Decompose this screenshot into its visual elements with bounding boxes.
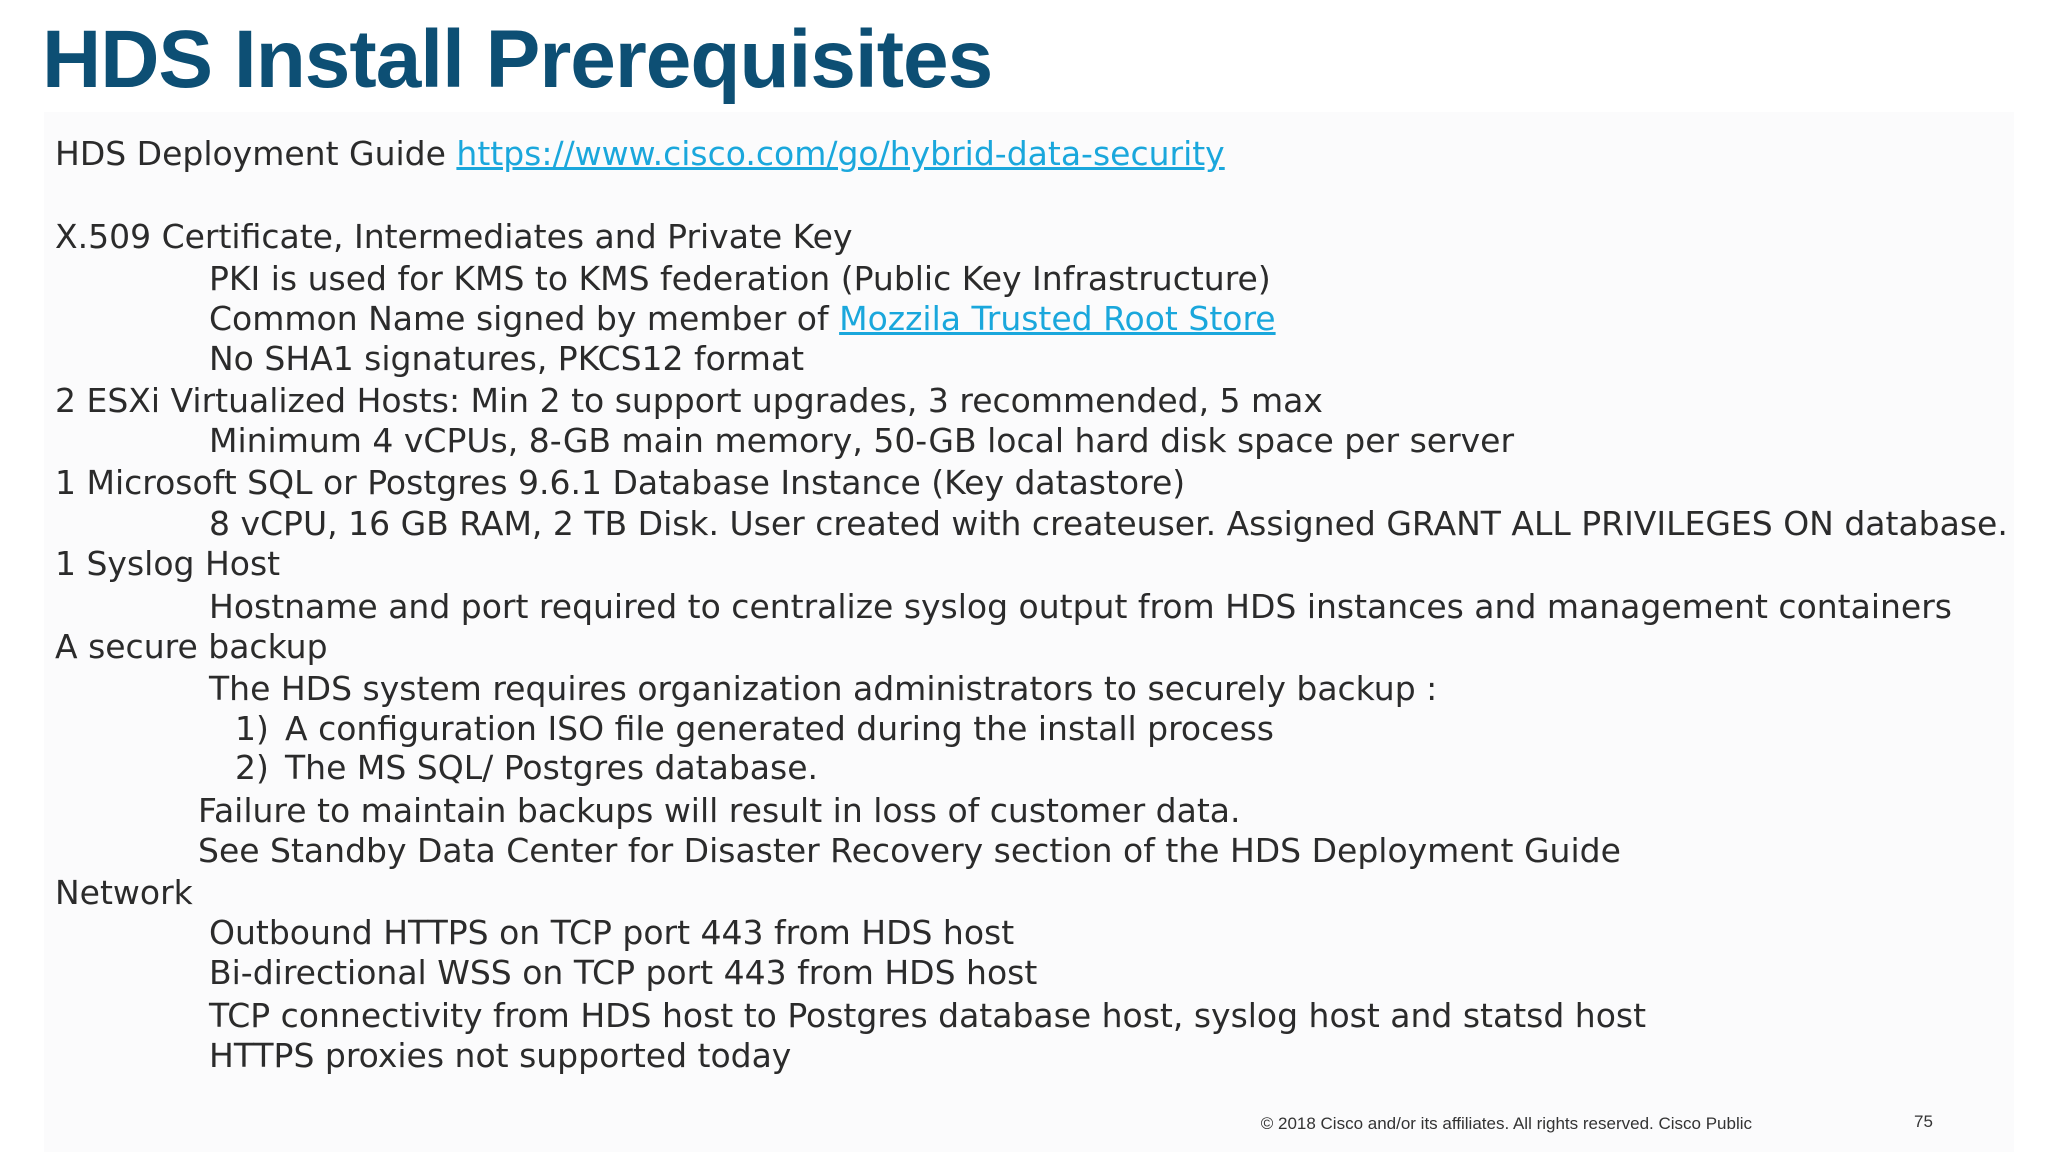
esxi-heading: 2 ESXi Virtualized Hosts: Min 2 to support upgrades, 3 recommended, 5 max [55,381,1323,420]
network-bidirectional: Bi-directional WSS on TCP port 443 from HDS host [209,953,1038,992]
backup-item-2 [235,748,818,788]
syslog-detail: Hostname and port required to centralize syslog output from HDS instances and management containers [209,587,1952,626]
backup-item-2-number: 2) [235,748,269,787]
backup-intro: The HDS system requires organization administrators to securely backup : [209,669,1438,708]
backup-item-1 [235,709,1274,749]
syslog-heading: 1 Syslog Host [55,544,281,583]
certificate-heading: X.509 Certificate, Intermediates and Private Key [55,217,853,256]
slide-title: HDS Install Prerequisites [42,14,993,105]
deployment-guide-link[interactable]: https://www.cisco.com/go/hybrid-data-security [456,134,1225,173]
backup-item-1-number: 1) [235,709,269,748]
backup-heading: A secure backup [55,627,328,666]
network-proxies: HTTPS proxies not supported today [209,1036,792,1075]
database-detail: 8 vCPU, 16 GB RAM, 2 TB Disk. User created with createuser. Assigned GRANT ALL PRIVILEGES ON database. [209,504,2008,543]
backup-failure-warning: Failure to maintain backups will result in loss of customer data. [198,791,1241,830]
backup-item-2-text: The MS SQL/ Postgres database. [285,748,818,787]
deployment-guide-line [55,134,1225,174]
backup-item-1-text: A configuration ISO file generated during the install process [285,709,1274,748]
mozilla-root-store-link[interactable]: Mozzila Trusted Root Store [839,299,1276,338]
certificate-common-name [209,299,1276,339]
common-name-prefix: Common Name signed by member of [209,299,840,338]
backup-see-guide: See Standby Data Center for Disaster Recovery section of the HDS Deployment Guide [198,831,1621,870]
deployment-guide-label: HDS Deployment Guide [55,134,457,173]
network-tcp: TCP connectivity from HDS host to Postgres database host, syslog host and statsd host [209,996,1647,1035]
esxi-detail: Minimum 4 vCPUs, 8-GB main memory, 50-GB local hard disk space per server [209,421,1515,460]
certificate-sha: No SHA1 signatures, PKCS12 format [209,339,805,378]
certificate-pki: PKI is used for KMS to KMS federation (Public Key Infrastructure) [209,259,1271,298]
network-heading: Network [55,873,193,912]
footer-copyright: © 2018 Cisco and/or its affiliates. All rights reserved. Cisco Public [1260,1114,1752,1133]
network-outbound: Outbound HTTPS on TCP port 443 from HDS host [209,913,1015,952]
database-heading: 1 Microsoft SQL or Postgres 9.6.1 Database Instance (Key datastore) [55,463,1186,502]
page-number: 75 [1914,1112,1933,1131]
